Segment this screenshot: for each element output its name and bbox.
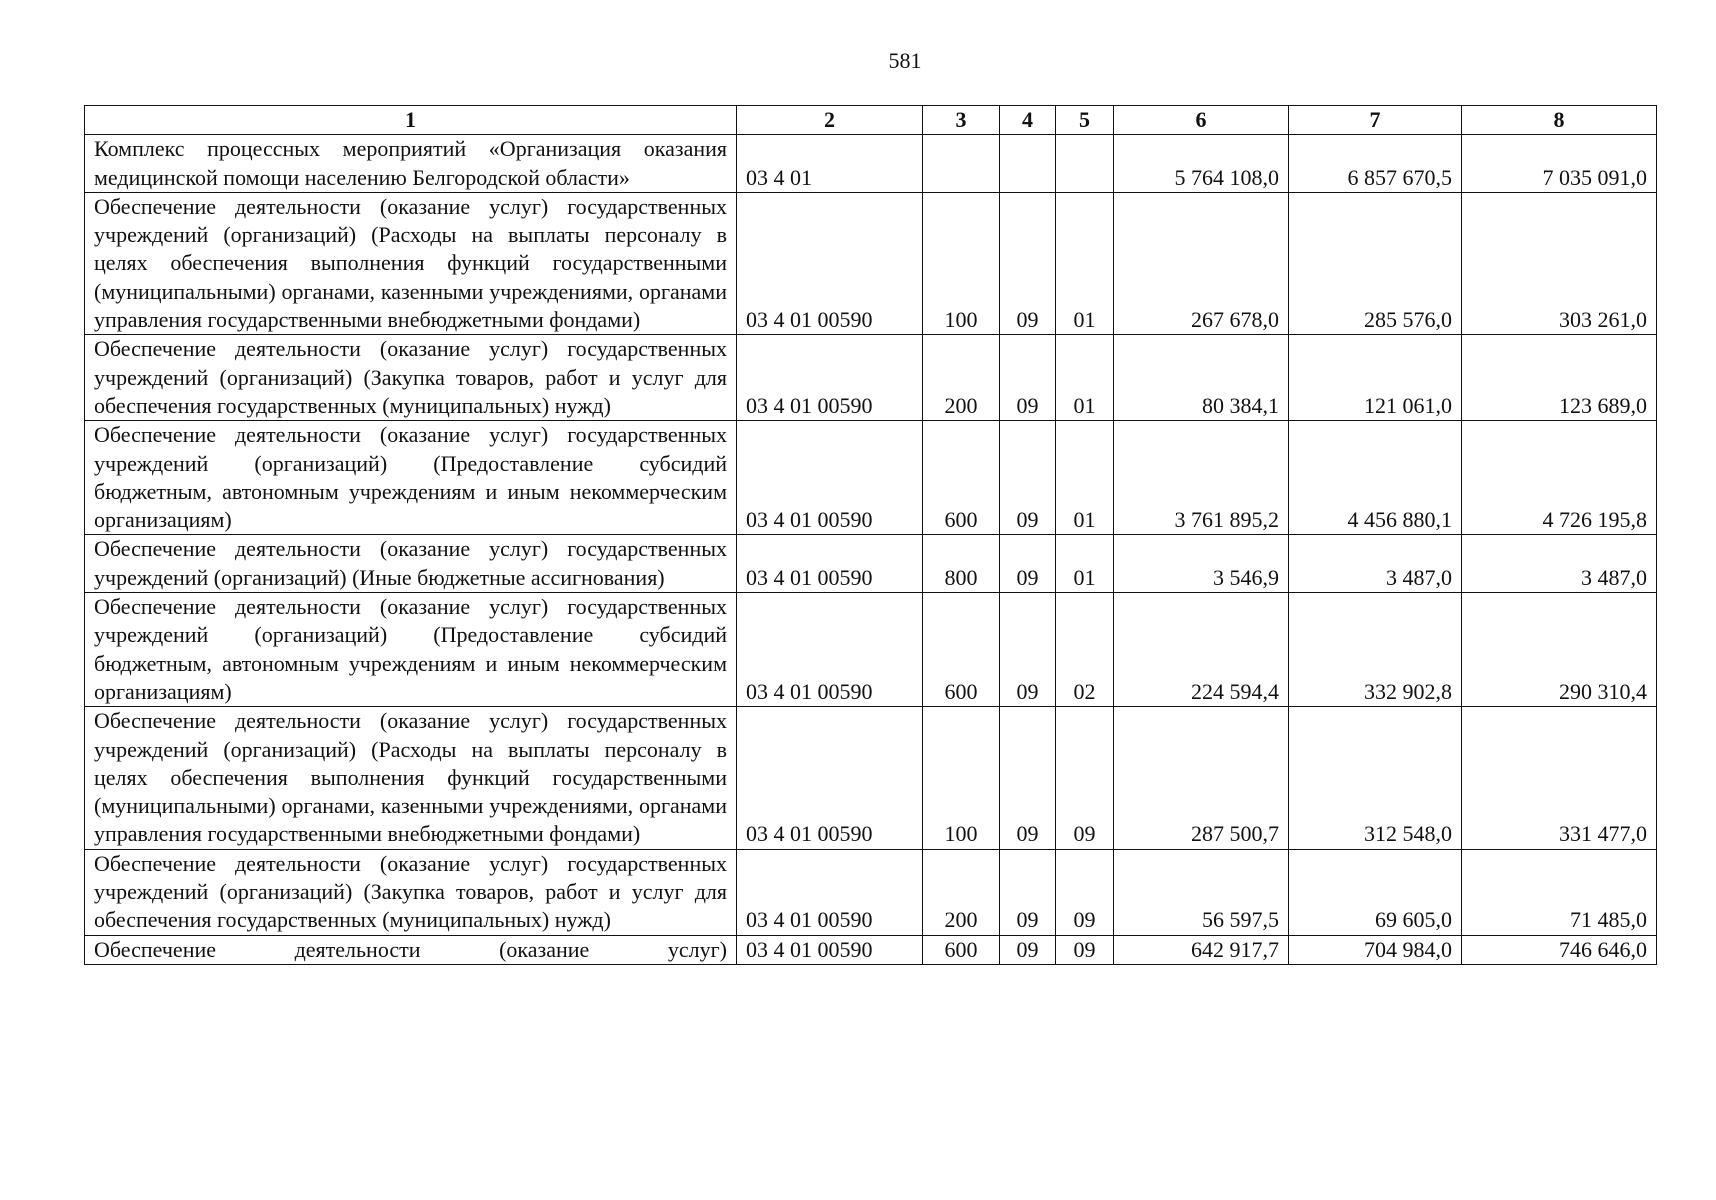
row-value-6: 224 594,4 xyxy=(1114,593,1289,707)
column-header: 2 xyxy=(737,106,923,135)
row-code: 03 4 01 00590 xyxy=(737,593,923,707)
row-col3: 600 xyxy=(923,593,1000,707)
row-name: Обеспечение деятельности (оказание услуг) государственных учреждений (организаций) (Закупка товаров, работ и услуг для обеспечения государственных (муниципальных) нужд) xyxy=(85,849,737,935)
row-value-7: 704 984,0 xyxy=(1289,935,1462,964)
row-col4: 09 xyxy=(1000,335,1056,421)
row-value-8: 303 261,0 xyxy=(1462,192,1657,334)
table-row xyxy=(85,535,1657,593)
row-code: 03 4 01 00590 xyxy=(737,335,923,421)
row-name: Комплекс процессных мероприятий «Организация оказания медицинской помощи населению Белгородской области» xyxy=(85,135,737,193)
row-code: 03 4 01 00590 xyxy=(737,935,923,964)
row-col4: 09 xyxy=(1000,849,1056,935)
row-col4: 09 xyxy=(1000,535,1056,593)
row-value-7: 332 902,8 xyxy=(1289,593,1462,707)
row-col3 xyxy=(923,135,1000,193)
table-row xyxy=(85,593,1657,707)
table-row xyxy=(85,335,1657,421)
row-col4: 09 xyxy=(1000,421,1056,535)
table-row xyxy=(85,707,1657,849)
row-col5: 01 xyxy=(1056,421,1114,535)
row-code: 03 4 01 00590 xyxy=(737,535,923,593)
row-value-8: 71 485,0 xyxy=(1462,849,1657,935)
row-value-6: 3 546,9 xyxy=(1114,535,1289,593)
budget-table xyxy=(84,105,1657,965)
row-value-7: 4 456 880,1 xyxy=(1289,421,1462,535)
table-row xyxy=(85,192,1657,334)
table-row xyxy=(85,421,1657,535)
row-value-8: 746 646,0 xyxy=(1462,935,1657,964)
row-col3: 100 xyxy=(923,192,1000,334)
row-col4 xyxy=(1000,135,1056,193)
column-header: 6 xyxy=(1114,106,1289,135)
row-value-7: 6 857 670,5 xyxy=(1289,135,1462,193)
row-code: 03 4 01 00590 xyxy=(737,192,923,334)
row-value-6: 80 384,1 xyxy=(1114,335,1289,421)
row-col5: 09 xyxy=(1056,707,1114,849)
row-col4: 09 xyxy=(1000,707,1056,849)
row-col5: 01 xyxy=(1056,335,1114,421)
row-value-8: 331 477,0 xyxy=(1462,707,1657,849)
row-code: 03 4 01 00590 xyxy=(737,849,923,935)
header-row xyxy=(85,106,1657,135)
row-value-8: 4 726 195,8 xyxy=(1462,421,1657,535)
row-value-6: 3 761 895,2 xyxy=(1114,421,1289,535)
row-value-6: 56 597,5 xyxy=(1114,849,1289,935)
row-col5: 01 xyxy=(1056,535,1114,593)
row-name: Обеспечение деятельности (оказание услуг) государственных учреждений (организаций) (Расходы на выплаты персоналу в целях обеспечения выполнения функций государственными (муниципальными) органами, казенными учреждениями, органами управления государственными внебюджетными фондами) xyxy=(85,707,737,849)
row-value-7: 285 576,0 xyxy=(1289,192,1462,334)
row-value-7: 3 487,0 xyxy=(1289,535,1462,593)
row-value-8: 290 310,4 xyxy=(1462,593,1657,707)
column-header: 8 xyxy=(1462,106,1657,135)
row-value-7: 69 605,0 xyxy=(1289,849,1462,935)
row-col5: 02 xyxy=(1056,593,1114,707)
table-row xyxy=(85,135,1657,193)
table-row xyxy=(85,935,1657,964)
table-row xyxy=(85,849,1657,935)
column-header: 4 xyxy=(1000,106,1056,135)
row-value-6: 287 500,7 xyxy=(1114,707,1289,849)
row-col4: 09 xyxy=(1000,593,1056,707)
row-col4: 09 xyxy=(1000,192,1056,334)
row-value-7: 312 548,0 xyxy=(1289,707,1462,849)
row-value-7: 121 061,0 xyxy=(1289,335,1462,421)
row-col4: 09 xyxy=(1000,935,1056,964)
row-code: 03 4 01 00590 xyxy=(737,421,923,535)
row-value-8: 7 035 091,0 xyxy=(1462,135,1657,193)
column-header: 1 xyxy=(85,106,737,135)
row-name: Обеспечение деятельности (оказание услуг) государственных учреждений (организаций) (Расходы на выплаты персоналу в целях обеспечения выполнения функций государственными (муниципальными) органами, казенными учреждениями, органами управления государственными внебюджетными фондами) xyxy=(85,192,737,334)
row-col5: 01 xyxy=(1056,192,1114,334)
row-name: Обеспечение деятельности (оказание услуг) государственных учреждений (организаций) (Иные бюджетные ассигнования) xyxy=(85,535,737,593)
row-col3: 800 xyxy=(923,535,1000,593)
row-col5: 09 xyxy=(1056,935,1114,964)
row-col5 xyxy=(1056,135,1114,193)
row-col3: 200 xyxy=(923,335,1000,421)
row-name: Обеспечение деятельности (оказание услуг) xyxy=(85,935,737,964)
row-value-6: 267 678,0 xyxy=(1114,192,1289,334)
column-header: 5 xyxy=(1056,106,1114,135)
row-col3: 600 xyxy=(923,935,1000,964)
row-col5: 09 xyxy=(1056,849,1114,935)
row-col3: 600 xyxy=(923,421,1000,535)
row-value-6: 642 917,7 xyxy=(1114,935,1289,964)
column-header: 3 xyxy=(923,106,1000,135)
row-code: 03 4 01 xyxy=(737,135,923,193)
row-name: Обеспечение деятельности (оказание услуг) государственных учреждений (организаций) (Предоставление субсидий бюджетным, автономным учреждениям и иным некоммерческим организациям) xyxy=(85,593,737,707)
row-col3: 100 xyxy=(923,707,1000,849)
row-value-6: 5 764 108,0 xyxy=(1114,135,1289,193)
row-value-8: 3 487,0 xyxy=(1462,535,1657,593)
column-header: 7 xyxy=(1289,106,1462,135)
row-value-8: 123 689,0 xyxy=(1462,335,1657,421)
row-name: Обеспечение деятельности (оказание услуг) государственных учреждений (организаций) (Закупка товаров, работ и услуг для обеспечения государственных (муниципальных) нужд) xyxy=(85,335,737,421)
page-number: 581 xyxy=(888,48,922,73)
row-code: 03 4 01 00590 xyxy=(737,707,923,849)
row-name: Обеспечение деятельности (оказание услуг) государственных учреждений (организаций) (Предоставление субсидий бюджетным, автономным учреждениям и иным некоммерческим организациям) xyxy=(85,421,737,535)
row-col3: 200 xyxy=(923,849,1000,935)
